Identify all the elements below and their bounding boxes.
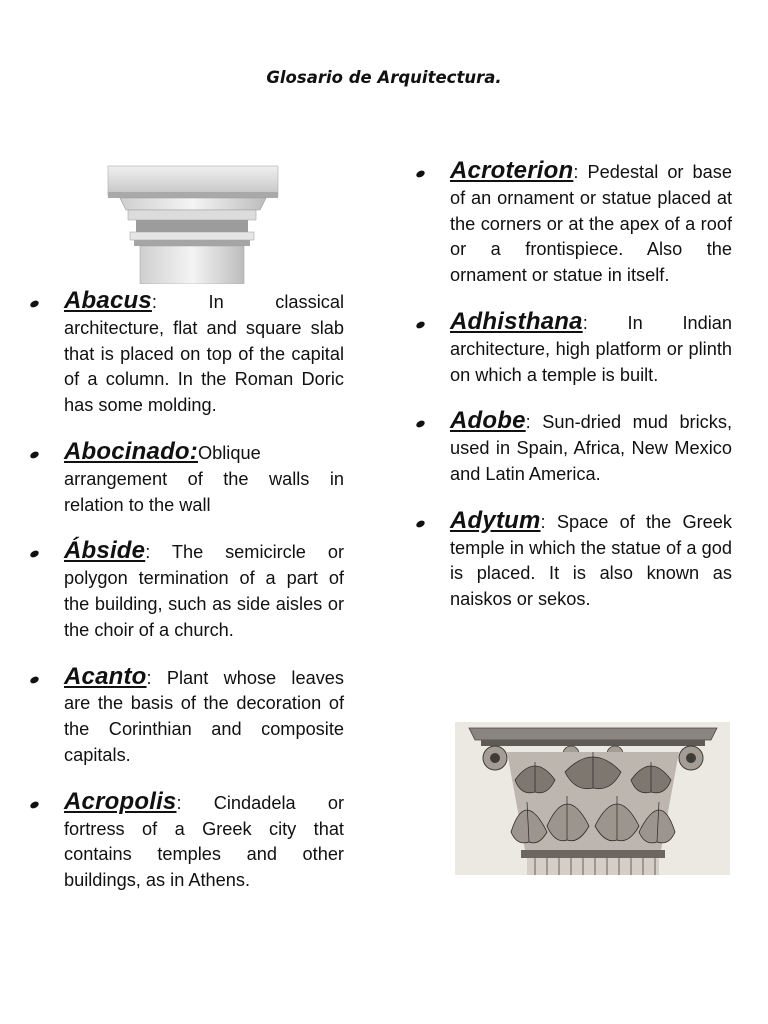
definition: Cindadela or fortress of a Greek city that contains temples and other buildings, as in Athens. <box>64 792 344 891</box>
left-column <box>28 288 344 914</box>
bullet-icon <box>29 299 40 309</box>
term: Abacus <box>64 287 152 314</box>
glossary-entry-acropolis <box>28 789 344 894</box>
definition: Sun-dried mud bricks, used in Spain, Africa, New Mexico and Latin America. <box>450 412 732 484</box>
term: Adhisthana <box>450 307 583 335</box>
term: Acropolis <box>64 787 177 815</box>
bullet-icon <box>415 320 426 330</box>
glossary-entry-abacus <box>28 288 344 419</box>
bullet-icon <box>29 450 40 460</box>
abacus-capital-image <box>100 164 280 284</box>
term-separator: : <box>582 312 588 333</box>
term: Ábside <box>64 537 146 565</box>
term: Abocinado: <box>64 437 198 465</box>
bullet-icon <box>415 169 426 179</box>
glossary-entry-acroterion <box>414 158 732 289</box>
term-separator: : <box>146 667 152 688</box>
bullet-icon <box>415 420 426 430</box>
definition: The semicircle or polygon termination of a part of the building, such as side aisles or the choir of a church. <box>64 542 344 640</box>
term: Adobe <box>450 407 526 435</box>
definition: Pedestal or base of an ornament or statue placed at the corners or at the apex of a roof or a frontispiece. Also the ornament or statue in itself. <box>450 162 732 286</box>
page-title: Glosario de Arquitectura. <box>266 68 502 87</box>
bullet-icon <box>29 550 40 560</box>
bullet-icon <box>29 675 40 685</box>
term-separator: : <box>540 511 546 532</box>
term-separator: : <box>151 292 157 312</box>
term-separator: : <box>176 792 182 813</box>
glossary-entry-adhisthana <box>414 309 732 388</box>
term-separator: : <box>145 542 151 563</box>
term: Acroterion <box>450 157 574 184</box>
glossary-entry-abocinado <box>28 439 344 518</box>
definition: Oblique arrangement of the walls in relation to the wall <box>64 442 344 515</box>
glossary-entry-acanto <box>28 664 344 769</box>
term: Acanto <box>64 662 147 690</box>
definition: In Indian architecture, high platform or plinth on which a temple is built. <box>450 312 732 385</box>
corinthian-capital-image <box>455 722 730 875</box>
glossary-entry-adobe <box>414 408 732 487</box>
glossary-entry-adytum <box>414 508 732 613</box>
term: Adytum <box>450 506 541 534</box>
definition: Plant whose leaves are the basis of the decoration of the Corinthian and composite capitals. <box>64 667 344 765</box>
glossary-entry-abside <box>28 538 344 643</box>
right-column <box>414 158 732 633</box>
bullet-icon <box>29 800 40 810</box>
definition: Space of the Greek temple in which the statue of a god is placed. It is also known as naiskos or sekos. <box>450 511 732 610</box>
term-separator: : <box>573 162 579 182</box>
bullet-icon <box>415 519 426 529</box>
definition: In classical architecture, flat and square slab that is placed on top of the capital of a column. In the Roman Doric has some molding. <box>64 292 344 416</box>
term-separator: : <box>525 412 531 433</box>
